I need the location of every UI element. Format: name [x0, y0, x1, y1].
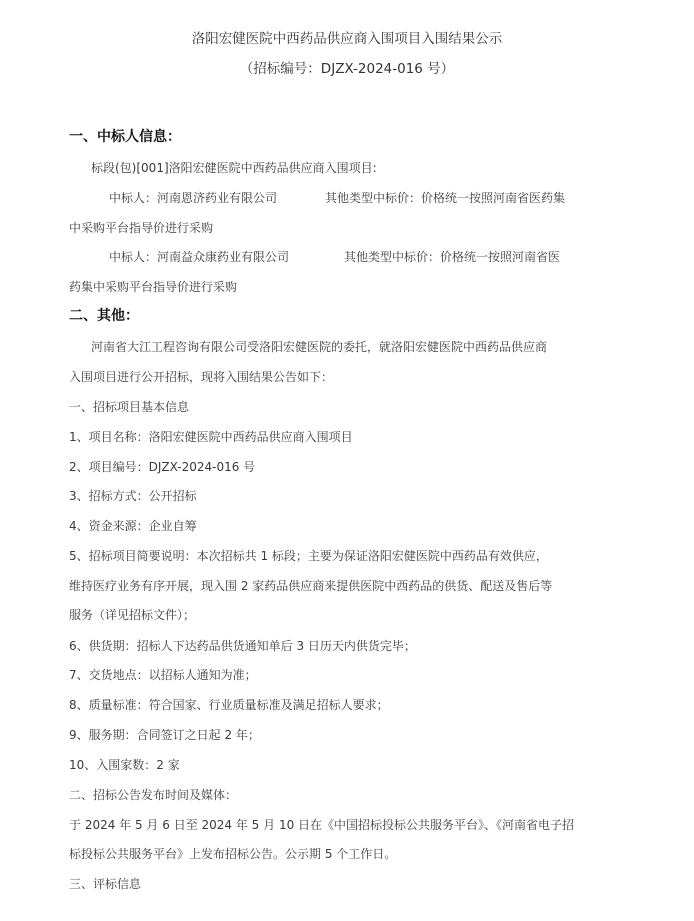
winner-1-price: 其他类型中标价：价格统一按照河南省医药集: [325, 191, 566, 205]
item-5-line-2: 维持医疗业务有序开展，现入围 2 家药品供应商来提供医院中西药品的供货、配送及售后等: [69, 579, 553, 593]
winner-2-price: 其他类型中标价：价格统一按照河南省医: [344, 250, 561, 264]
bid-number: （招标编号：DJZX-2024-016 号）: [239, 61, 455, 77]
winner-1-name: 中标人：河南恩济药业有限公司: [109, 191, 278, 205]
intro-line-2: 入围项目进行公开招标，现将入围结果公告如下：: [69, 370, 334, 384]
list-item: 6、供货期：招标人下达药品供货通知单后 3 日历天内供货完毕；: [69, 639, 416, 653]
section-heading-other: 二、其他：: [69, 308, 139, 324]
publication-line-2: 标投标公共服务平台》上发布招标公告。公示期 5 个工作日。: [69, 847, 397, 861]
subheading-basic-info: 一、招标项目基本信息: [69, 400, 190, 414]
list-item: 8、质量标准：符合国家、行业质量标准及满足招标人要求；: [69, 698, 389, 712]
list-item: 2、项目编号：DJZX-2024-016 号: [69, 460, 256, 474]
item-5-line-1: 5、招标项目简要说明：本次招标共 1 标段；主要为保证洛阳宏健医院中西药品有效供应，: [69, 549, 548, 563]
winner-2-name: 中标人：河南益众康药业有限公司: [109, 250, 290, 264]
page-title: 洛阳宏健医院中西药品供应商入围项目入围结果公示: [191, 31, 503, 47]
winner-1-row: [109, 190, 565, 206]
subheading-evaluation: 三、评标信息: [69, 877, 142, 891]
list-item: 9、服务期：合同签订之日起 2 年；: [69, 728, 260, 742]
intro-line-1: 河南省大江工程咨询有限公司受洛阳宏健医院的委托，就洛阳宏健医院中西药品供应商: [91, 340, 548, 354]
list-item: 3、招标方式：公开招标: [69, 489, 197, 503]
section-heading-winners: 一、中标人信息：: [69, 129, 181, 145]
publication-line-1: 于 2024 年 5 月 6 日至 2024 年 5 月 10 日在《中国招标投标公共服务平台》、《河南省电子招: [69, 818, 575, 832]
winner-2-row: [109, 249, 560, 265]
subheading-publication: 二、招标公告发布时间及媒体：: [69, 788, 238, 802]
list-item: 4、资金来源：企业自筹: [69, 519, 197, 533]
list-item: 10、入围家数：2 家: [69, 758, 180, 772]
winner-1-price-cont: 中采购平台指导价进行采购: [69, 221, 214, 235]
winner-2-price-cont: 药集中采购平台指导价进行采购: [69, 280, 238, 294]
lot-line: 标段(包)[001]洛阳宏健医院中西药品供应商入围项目:: [91, 161, 377, 175]
list-item: 1、项目名称：洛阳宏健医院中西药品供应商入围项目: [69, 430, 353, 444]
item-5-line-3: 服务（详见招标文件）；: [69, 608, 196, 622]
list-item: 7、交货地点：以招标人通知为准；: [69, 668, 257, 682]
